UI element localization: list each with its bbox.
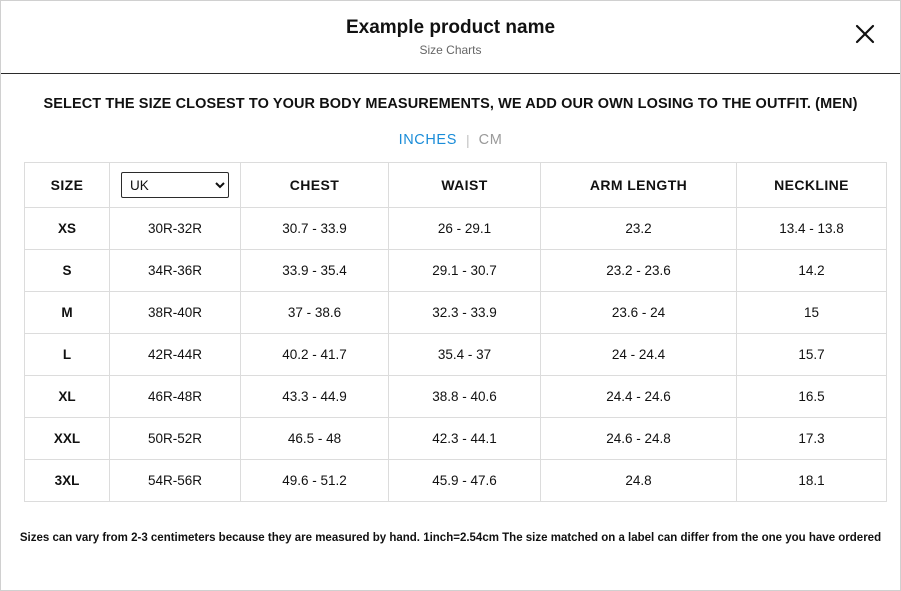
footnote-text: Sizes can vary from 2-3 centimeters because they are measured by hand. 1inch=2.54cm The size matched on a label can differ from the one you have ordered [19, 532, 882, 544]
cell-region: 30R-32R [110, 208, 241, 250]
cell-region: 42R-44R [110, 334, 241, 376]
column-header-waist: WAIST [389, 163, 541, 208]
cell-waist: 26 - 29.1 [389, 208, 541, 250]
cell-waist: 32.3 - 33.9 [389, 292, 541, 334]
table-header-row [25, 163, 887, 208]
cell-neckline: 14.2 [737, 250, 887, 292]
size-table-head [25, 163, 887, 208]
size-table-body [25, 208, 887, 502]
cell-chest: 30.7 - 33.9 [241, 208, 389, 250]
cell-neckline: 18.1 [737, 460, 887, 502]
close-button[interactable] [848, 17, 882, 51]
unit-tab-inches[interactable]: INCHES [398, 132, 457, 148]
table-row [25, 208, 887, 250]
cell-size: 3XL [25, 460, 110, 502]
cell-chest: 37 - 38.6 [241, 292, 389, 334]
cell-region: 38R-40R [110, 292, 241, 334]
cell-waist: 38.8 - 40.6 [389, 376, 541, 418]
cell-region: 34R-36R [110, 250, 241, 292]
table-row [25, 376, 887, 418]
cell-waist: 45.9 - 47.6 [389, 460, 541, 502]
page-title: Example product name [345, 16, 556, 38]
table-row [25, 418, 887, 460]
unit-toggle [19, 132, 882, 148]
cell-neckline: 16.5 [737, 376, 887, 418]
cell-arm-length: 23.2 [541, 208, 737, 250]
cell-chest: 49.6 - 51.2 [241, 460, 389, 502]
cell-size: XS [25, 208, 110, 250]
size-table-wrapper [19, 162, 882, 502]
cell-waist: 35.4 - 37 [389, 334, 541, 376]
unit-separator: | [465, 132, 470, 148]
cell-neckline: 13.4 - 13.8 [737, 208, 887, 250]
instruction-text: SELECT THE SIZE CLOSEST TO YOUR BODY MEASUREMENTS, WE ADD OUR OWN LOSING TO THE OUTFIT. (MEN) [43, 96, 858, 112]
column-header-arm-length: ARM LENGTH [541, 163, 737, 208]
cell-chest: 43.3 - 44.9 [241, 376, 389, 418]
table-row [25, 460, 887, 502]
table-row [25, 334, 887, 376]
cell-arm-length: 24.8 [541, 460, 737, 502]
size-table [24, 162, 887, 502]
cell-region: 46R-48R [110, 376, 241, 418]
cell-chest: 33.9 - 35.4 [241, 250, 389, 292]
cell-region: 50R-52R [110, 418, 241, 460]
cell-chest: 40.2 - 41.7 [241, 334, 389, 376]
unit-tab-cm[interactable]: CM [478, 132, 503, 148]
cell-size: XL [25, 376, 110, 418]
table-row [25, 292, 887, 334]
cell-arm-length: 23.6 - 24 [541, 292, 737, 334]
cell-waist: 29.1 - 30.7 [389, 250, 541, 292]
cell-arm-length: 23.2 - 23.6 [541, 250, 737, 292]
cell-size: S [25, 250, 110, 292]
cell-size: M [25, 292, 110, 334]
column-header-chest: CHEST [241, 163, 389, 208]
modal-subtitle: Size Charts [419, 42, 482, 57]
table-row [25, 250, 887, 292]
cell-size: L [25, 334, 110, 376]
cell-chest: 46.5 - 48 [241, 418, 389, 460]
close-icon [854, 23, 876, 45]
cell-arm-length: 24 - 24.4 [541, 334, 737, 376]
cell-waist: 42.3 - 44.1 [389, 418, 541, 460]
cell-neckline: 17.3 [737, 418, 887, 460]
column-header-size: SIZE [25, 163, 110, 208]
column-header-neckline: NECKLINE [737, 163, 887, 208]
modal-header [1, 1, 900, 74]
cell-neckline: 15.7 [737, 334, 887, 376]
cell-size: XXL [25, 418, 110, 460]
modal-body [1, 74, 900, 590]
cell-arm-length: 24.6 - 24.8 [541, 418, 737, 460]
cell-arm-length: 24.4 - 24.6 [541, 376, 737, 418]
cell-region: 54R-56R [110, 460, 241, 502]
cell-neckline: 15 [737, 292, 887, 334]
region-select[interactable] [121, 172, 229, 198]
column-header-region [110, 163, 241, 208]
